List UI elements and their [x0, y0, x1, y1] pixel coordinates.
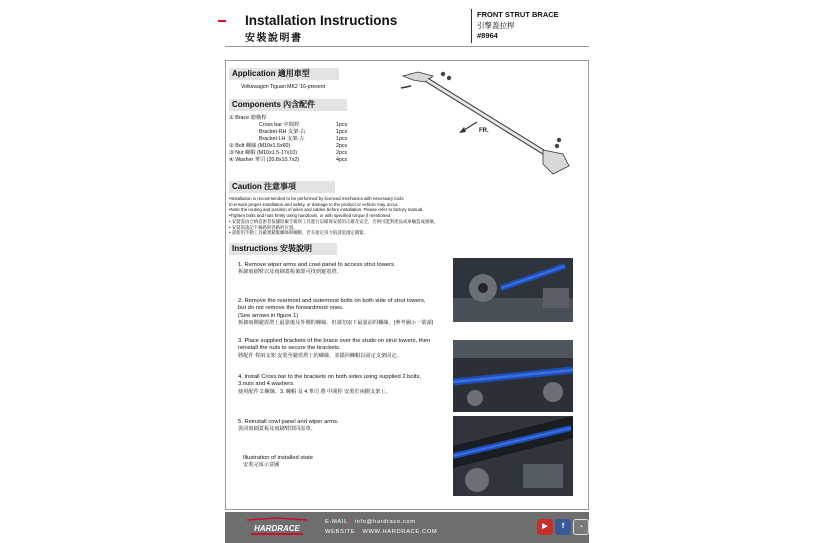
- header-rule: [225, 46, 589, 47]
- component-label: ② Bolt 螺絲 (M10x1.5x60): [229, 143, 291, 149]
- caution-line: • 安裝前請記下線路與管路的位置。: [229, 224, 298, 230]
- component-label: ④ Washer 華司 (20.8x10.7x2): [229, 157, 300, 163]
- bolt-icon: [401, 72, 561, 148]
- component-qty: 1pcs: [336, 122, 348, 128]
- page-title-chinese: 安裝說明書: [245, 33, 303, 44]
- component-qty: 1pcs: [336, 136, 348, 142]
- website-line: WEBSITE • WWW.HARDRACE.COM: [325, 529, 438, 535]
- caution-line: •Installation is recommended to be performed by licensed mechanics with necessary tools: [229, 196, 404, 201]
- step-text: 2. Remove the rearmost and outermost bolts on both side of strut towers,: [238, 298, 426, 304]
- wechat-icon[interactable]: ◔: [573, 519, 589, 535]
- instructions-heading: Instructions 安裝說明: [229, 243, 337, 255]
- step-text: 4. Install Cross bar to the brackets on both sides using supplied 2.bolts,: [238, 374, 422, 380]
- front-direction-label: FR.: [479, 128, 489, 134]
- step-text: reinstall the nuts to secure the brackets.: [238, 345, 341, 352]
- component-label: Bracket-RH 支架-右: [259, 129, 306, 135]
- step-text: but do not remove the forwardmost ones.: [238, 305, 344, 312]
- caption-text-chinese: 安裝完成示意圖: [243, 462, 280, 469]
- brand-name: HARDRACE: [254, 524, 300, 533]
- step-text-chinese: 將配件 桿兩支架 安裝至避震塔上的螺絲，並鎖回螺帽以固定支架固定。: [238, 352, 402, 359]
- vehicle-application: Volkswagen Tiguan MK2 '16-present: [241, 84, 326, 90]
- footer-bar: [225, 512, 589, 543]
- components-heading: Components 內含配件: [229, 99, 347, 111]
- email-line: E-MAIL • info@hardrace.com: [325, 519, 416, 525]
- strut-brace-drawing: [393, 66, 573, 178]
- front-direction-arrow-icon: [459, 122, 477, 133]
- caption-text: Illustration of installed state: [243, 455, 313, 461]
- facebook-icon[interactable]: f: [555, 519, 571, 535]
- step-text: 5. Reinstall cowl panel and wiper arms.: [238, 419, 339, 425]
- part-number: #8964: [477, 31, 498, 40]
- hardrace-logo: [237, 516, 317, 538]
- cross-bar-icon: [403, 72, 569, 174]
- website-label: WEBSITE: [325, 529, 356, 535]
- email-link[interactable]: info@hardrace.com: [354, 519, 416, 525]
- application-heading: Application 適用車型: [229, 68, 339, 80]
- product-name-chinese: 引擎蓋拉桿: [477, 20, 515, 30]
- component-label: Bracket-LH 支架-左: [259, 136, 305, 142]
- component-qty: 2pcs: [336, 143, 348, 149]
- product-name: FRONT STRUT BRACE: [477, 10, 559, 19]
- component-qty: 2pcs: [336, 150, 348, 156]
- contact-info: [325, 517, 437, 537]
- caution-line: • 安裝需由合格技術者依據原廠手冊與工具進行以確保安裝的正確及安全，否則可能對產品或車輛造成損壞。: [229, 218, 439, 224]
- youtube-icon[interactable]: ▶: [537, 519, 553, 535]
- header-accent-mark: [218, 20, 226, 22]
- page-title: Installation Instructions: [245, 13, 398, 28]
- component-qty: 4pcs: [336, 157, 348, 163]
- component-row: [229, 115, 266, 122]
- email-label: E-MAIL: [325, 519, 348, 525]
- instruction-step-3: [238, 338, 430, 360]
- step-text-chinese: 拆卸兩側避震塔上最靠後及外側的螺絲，但請勿取下最靠前的螺絲。(參考圖示一箭頭): [238, 320, 434, 327]
- header-divider: [471, 9, 472, 43]
- step-text: (See arrows in figure 1): [238, 312, 299, 319]
- component-label: Cross bar 中間桿: [259, 122, 300, 128]
- installed-state-photo: [453, 416, 573, 496]
- component-row: [229, 157, 348, 164]
- step-text-chinese: 使用配件 2.螺絲、3. 螺帽 及 4.華司 將 中間桿 安裝於兩側支架上。: [238, 388, 391, 395]
- step-text-chinese: 裝回雨刷蓋板及雨刷臂即回原車。: [238, 426, 316, 433]
- instruction-step-1: [238, 262, 396, 277]
- step-text: 3. Place supplied brackets of the brace over the studs on strut towers, then: [238, 338, 431, 344]
- component-row: [259, 136, 348, 143]
- installed-state-caption: [243, 455, 313, 470]
- product-info: [477, 10, 559, 42]
- step-text: 3.nuts and 4.washers.: [238, 381, 295, 388]
- component-row: [229, 150, 348, 157]
- website-link[interactable]: WWW.HARDRACE.COM: [362, 529, 438, 535]
- caution-text: [229, 196, 438, 236]
- component-label: ① Brace 總橫桿: [229, 115, 267, 121]
- instruction-step-5: [238, 419, 339, 434]
- step-photo-1: [453, 258, 573, 322]
- component-row: [229, 143, 348, 150]
- caution-heading: Caution 注意事項: [229, 181, 335, 193]
- caution-line: •Note the routing and position of wires and cables before installation. Please refer to factory manual.: [229, 207, 424, 213]
- component-row: [259, 122, 348, 129]
- caution-line: • 請使用手動工具確實鎖緊螺絲與螺帽，若有指定扭力值請依規定鎖緊。: [229, 230, 368, 236]
- caution-line: •Tighten bolts and nuts firmly using handtools, or with specified torque if mentioned.: [229, 213, 392, 219]
- component-label: ③ Nut 螺帽 (M10x1.5-17x10): [229, 150, 298, 156]
- step-text-chinese: 拆卸雨刷臂以及雨刷蓋板後即可找到避震塔。: [238, 269, 342, 276]
- step-text: 1. Remove wiper arms and cowl panel to access strut towers.: [238, 262, 396, 268]
- step-photo-2: [453, 340, 573, 412]
- instruction-sheet: [215, 0, 600, 543]
- component-row: [259, 129, 348, 136]
- caution-line: to ensure proper installation and safety, or damage to the product or vehicle may occur.: [229, 201, 399, 207]
- instruction-step-2: [238, 298, 433, 328]
- instruction-step-4: [238, 374, 421, 396]
- component-qty: 1pcs: [336, 129, 348, 135]
